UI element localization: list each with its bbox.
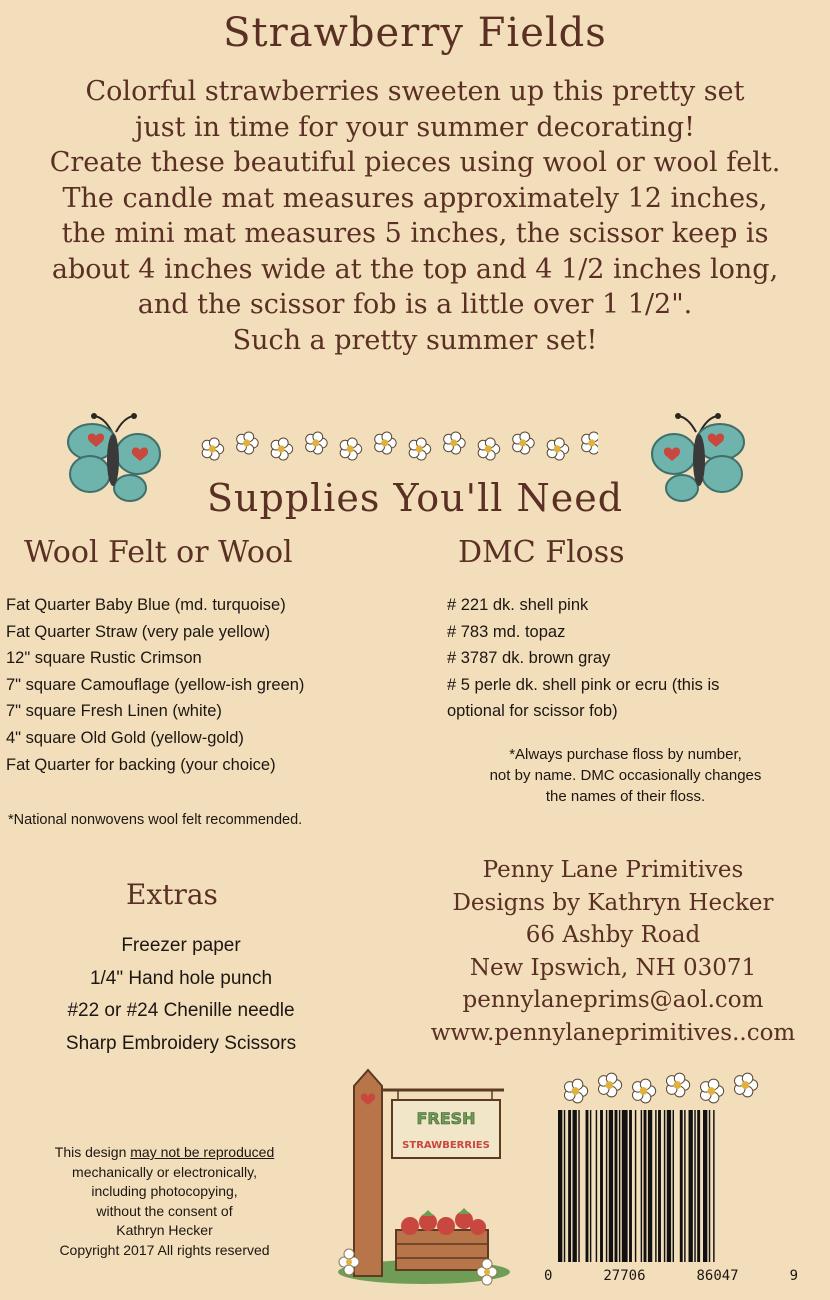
website-link[interactable]: www.pennylaneprimitives..com (430, 1019, 796, 1046)
flower-icon (564, 1079, 587, 1103)
copyright-notice (12, 1143, 317, 1260)
barcode-bar (697, 1110, 700, 1262)
barcode-bar (590, 1110, 591, 1262)
flower-border (560, 1066, 766, 1106)
page-title: Strawberry Fields (223, 10, 607, 56)
email-link[interactable]: pennylaneprims@aol.com (462, 987, 764, 1013)
company-name: Penny Lane Primitives (482, 857, 744, 883)
barcode-bar (578, 1110, 579, 1262)
flower-icon (598, 1073, 621, 1097)
flower-icon (513, 432, 535, 454)
address-block (428, 854, 798, 1049)
flower-icon (734, 1073, 757, 1097)
list-item: optional for scissor fob) (447, 702, 618, 721)
barcode-bar (684, 1110, 685, 1262)
legal-line: mechanically or electronically, (72, 1163, 257, 1180)
barcode-bar (667, 1110, 671, 1262)
barcode-bar (680, 1110, 683, 1262)
legal-line: Kathryn Hecker (116, 1222, 213, 1238)
list-item: # 5 perle dk. shell pink or ecru (this is (447, 675, 720, 694)
legal-text: This design (54, 1144, 131, 1160)
floss-note (448, 744, 803, 807)
barcode-digits (544, 1268, 798, 1284)
flower-icon (306, 432, 328, 454)
legal-underlined-text: may not be reproduced (130, 1144, 275, 1160)
flower-icon (444, 432, 466, 454)
sign-top-text: FRESH (416, 1109, 476, 1128)
flower-icon (237, 432, 259, 454)
barcode-bar (641, 1110, 642, 1262)
legal-line: including photocopying, (91, 1183, 238, 1199)
list-item: 7" square Fresh Linen (white) (6, 702, 222, 721)
intro-line: Such a pretty summer set! (232, 324, 598, 356)
note-line: the names of their floss. (545, 788, 706, 805)
barcode-bar (573, 1110, 577, 1262)
barcode-bar (664, 1110, 665, 1262)
list-item: 1/4" Hand hole punch (89, 967, 273, 989)
intro-paragraph (10, 74, 820, 358)
barcode-bar (673, 1110, 674, 1262)
barcode-bar (619, 1110, 620, 1262)
strawberry-sign-illustration (336, 1066, 514, 1286)
sign-bottom-text: STRAWBERRIES (402, 1140, 490, 1151)
barcode-digit-group: 9 (789, 1268, 798, 1284)
extras-list (16, 930, 346, 1060)
barcode-bar (648, 1110, 652, 1262)
note-line: *Always purchase floss by number, (509, 746, 742, 763)
list-item: # 221 dk. shell pink (447, 596, 589, 614)
flower-icon (582, 432, 598, 454)
barcode-bar (709, 1110, 710, 1262)
flower-icon (340, 438, 362, 460)
dmc-list (447, 592, 817, 725)
flower-border (198, 424, 598, 468)
intro-line: just in time for your summer decorating! (135, 111, 695, 143)
flower-icon (409, 438, 431, 460)
barcode-bar (606, 1110, 607, 1262)
flower-icon (666, 1073, 689, 1097)
flower-icon (547, 438, 569, 460)
intro-line: The candle mat measures approximately 12 inches, (62, 182, 768, 214)
barcode-bar (568, 1110, 571, 1262)
barcode-bar (596, 1110, 597, 1262)
barcode-bar (615, 1110, 618, 1262)
legal-line: Copyright 2017 All rights reserved (59, 1241, 270, 1258)
barcode-bar (564, 1110, 565, 1262)
wool-note: *National nonwovens wool felt recommended. (8, 812, 303, 828)
intro-line: Create these beautiful pieces using wool or wool felt. (49, 147, 781, 178)
barcode-digit-group: 27706 (603, 1268, 646, 1284)
list-item: # 3787 dk. brown gray (447, 649, 611, 668)
designer-name: Designs by Kathryn Hecker (452, 889, 774, 916)
barcode-bar (629, 1110, 632, 1262)
barcode-digit-group: 0 (544, 1268, 553, 1284)
intro-line: and the scissor fob is a little over 1 1/2". (137, 289, 693, 320)
flower-icon (632, 1079, 655, 1103)
barcode-bar (694, 1110, 695, 1262)
barcode-bar (558, 1110, 562, 1262)
list-item: # 783 md. topaz (447, 622, 566, 641)
list-item: 12" square Rustic Crimson (6, 649, 202, 668)
intro-line: about 4 inches wide at the top and 4 1/2 inches long, (51, 253, 779, 285)
extras-heading: Extras (126, 878, 218, 911)
barcode-bar (689, 1110, 693, 1262)
flower-icon (478, 438, 500, 460)
wool-heading: Wool Felt or Wool (24, 535, 293, 570)
legal-line: without the consent of (96, 1202, 233, 1219)
note-line: not by name. DMC occasionally changes (489, 767, 762, 784)
barcode-bar (658, 1110, 661, 1262)
list-item: Freezer paper (121, 935, 241, 956)
barcode-bar (609, 1110, 613, 1262)
legal-line (12, 1143, 317, 1163)
flower-icon (375, 432, 397, 454)
city-address: New Ipswich, NH 03071 (469, 954, 757, 981)
street-address: 66 Ashby Road (525, 922, 701, 948)
barcode-bar (600, 1110, 603, 1262)
barcode-bar (622, 1110, 628, 1262)
intro-line: the mini mat measures 5 inches, the scissor keep is (61, 218, 769, 249)
intro-line: Colorful strawberries sweeten up this pretty set (85, 76, 745, 107)
barcode-bar (713, 1110, 714, 1262)
list-item: #22 or #24 Chenille needle (67, 1000, 295, 1021)
list-item: Fat Quarter for backing (your choice) (6, 755, 276, 774)
flower-icon (202, 438, 224, 460)
list-item: Fat Quarter Straw (very pale yellow) (6, 622, 271, 641)
flower-icon (271, 438, 293, 460)
list-item: Fat Quarter Baby Blue (md. turquoise) (6, 596, 286, 614)
barcode-bar (635, 1110, 636, 1262)
supplies-heading: Supplies You'll Need (206, 476, 624, 520)
list-item: Sharp Embroidery Scissors (65, 1032, 297, 1054)
dmc-heading: DMC Floss (458, 535, 625, 570)
list-item: 4" square Old Gold (yellow-gold) (6, 728, 244, 747)
list-item: 7" square Camouflage (yellow-ish green) (6, 675, 305, 694)
flower-icon (700, 1079, 723, 1103)
barcode-bar (644, 1110, 647, 1262)
barcode-bar (703, 1110, 707, 1262)
barcode-digit-group: 86047 (696, 1268, 739, 1284)
barcode-bar (586, 1110, 589, 1262)
wool-list (6, 592, 304, 778)
barcode-bar (655, 1110, 656, 1262)
